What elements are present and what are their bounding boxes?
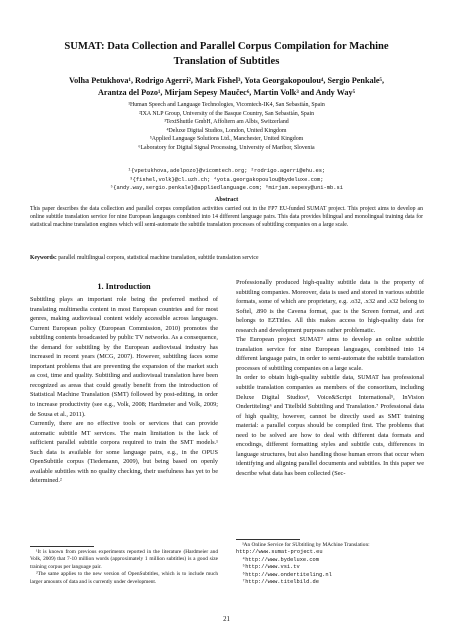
keywords: [30, 255, 423, 263]
abstract-heading: Abstract: [214, 196, 239, 203]
author-list: [22, 75, 431, 98]
affiliation: ⁵Applied Language Solutions Ltd., Manchester, United Kingdom: [149, 136, 304, 143]
footnote-rule: [236, 539, 300, 540]
footnote: ³An Online Service for SUbtitling by MAchine Translation:: [242, 542, 370, 548]
right-column: [236, 278, 424, 478]
footnote-url: http://www.sumat-project.eu: [236, 549, 323, 556]
paper-title: [30, 39, 423, 69]
keywords-label: Keywords:: [30, 255, 57, 261]
affiliation: ⁴Deluxe Digital Studios, London, United Kingdom: [166, 127, 287, 134]
footnote: ¹It is known from previous experiments reported in the literature (Hardmeier and Volk, 2009) that 7-10 million words (approximately 1 million subtitles) is a good size training corpus per language pair.: [30, 549, 218, 570]
email-line: ³{fishel,volk}@cl.uzh.ch; ⁴yota.georgakopoulou@bydeluxe.com;: [129, 176, 324, 183]
author-line: Arantza del Pozo¹, Mirjam Sepesy Maučec⁶, Martin Volk³ and Andy Way⁵: [97, 87, 356, 97]
footnote-rule: [30, 546, 94, 547]
affiliation: ¹Human Speech and Language Technologies, Vicomtech-IK4, San Sebastián, Spain: [128, 102, 325, 108]
title-line: Translation of Subtitles: [173, 56, 280, 67]
body-paragraph: In order to obtain high-quality subtitle data, SUMAT has professional subtitle translation companies as members of the consortium, including Deluxe Digital Studios⁴, Voice&Script International⁵, InVision Ondertiteling⁶ and Titelbild Subtitling and Translation.⁷ Professional data of high quality, however, cannot be directly used as SMT training material: a parallel corpus should be compiled first. The problems that need to be solved are how to deal with different data formats and encodings, different formatting styles and subtitle cuts, differences in language structures, but also handling those human errors that occur when identifying and aligning parallel documents and subtitles. In this paper we describe what data has been collected (Sec-: [236, 374, 424, 477]
right-footnotes: [236, 542, 424, 586]
section-heading: 1. Introduction: [97, 282, 151, 291]
affiliation: ³TextShuttle GmbH, Affoltern am Albis, Switzerland: [164, 119, 289, 126]
author-line: Volha Petukhova¹, Rodrigo Agerri², Mark Fishel³, Yota Georgakopoulou⁴, Sergio Penkale⁵,: [68, 76, 385, 85]
keywords-text: parallel multilingual corpora, statistical machine translation, subtitle translation service: [56, 255, 259, 261]
abstract-text: This paper describes the data collection and parallel corpus compilation activities carried out in the FP7 EU-funded SUMAT project. This project aims to develop an online subtitle translation service for nine European languages combined into 14 different language pairs. This data provides bilingual and monolingual training data for statistical machine translation engines which will semi-automate the subtitle translation processes of subtitling companies on a large scale.: [30, 206, 423, 228]
affiliation-list: [22, 101, 431, 153]
body-paragraph: Professionally produced high-quality subtitle data is the property of subtitling companies. Moreover, data is used and stored in various subtitle formats, some of which are proprietary, e.g. .o32, .x32 and .s32 belong to Softel, .890 is the Cavena format, .pac is the Screen format, and .ezt belongs to EZTitles. All this makes access to high-quality data for research and development purposes rather problematic.: [236, 279, 424, 334]
affiliation: ²IXA NLP Group, University of the Basque Country, San Sebastián, Spain: [138, 110, 315, 117]
body-paragraph: Subtitling plays an important role being the preferred method of translating multimedia content in most European countries and for most genres, making audiovisual content widely accessible across languages. Current European policy (European Commission, 2010) promotes the subtitling contents broadcasted by public TV networks. As a consequence, the demand for subtitling by the European audiovisual industry has increased in recent years (MCG, 2007). However, subtitling faces some important problems that are preventing the expansion of the market such as cost, time and quality. Subtitling and audiovisual translation have been recognized as areas that could greatly benefit from the introduction of Statistical Machine Translation (SMT) followed by post-editing, in order to increase productivity (see e.g., Volk, 2008; Hardmeier and Volk, 2009; de Sousa et al., 2011).: [30, 296, 218, 418]
affiliation: ⁶Laboratory for Digital Signal Processing, University of Maribor, Slovenia: [138, 144, 315, 151]
email-list: [10, 167, 443, 193]
footnote-url: ⁷http://www.titelbild.de: [242, 579, 319, 586]
left-footnotes: [30, 549, 218, 586]
page-number: 21: [223, 616, 230, 623]
body-paragraph: Currently, there are no effective tools or services that can provide automatic subtitle MT services. The main limitation is the lack of sufficient parallel subtitle corpora required to train the SMT models.¹ Such data is available for some language pairs, e.g., in the OPUS OpenSubtitle corpus (Tiedemann, 2009), but being based on openly available subtitles with no quality checking, their usefulness has yet to be determined.²: [30, 420, 218, 485]
footnote-url: ⁴http://www.bydeluxe.com: [242, 556, 319, 563]
left-column: [30, 278, 218, 486]
footnote-url: ⁵http://www.vsi.tv: [242, 564, 300, 571]
email-line: ⁵{andy.way,sergio.penkale}@appliedlanguage.com; ⁶mirjam.sepesy@uni-mb.si: [110, 185, 343, 192]
footnote: ²The same applies to the new version of OpenSubtitles, which is to include much larger amounts of data and is currently under development.: [30, 571, 218, 585]
email-line: ¹{vpetukhova,adelpozo}@vicomtech.org; ²rodrigo.agerri@ehu.es;: [127, 168, 326, 174]
body-paragraph: The European project SUMAT³ aims to develop an online subtitle translation service for nine European languages, combined into 14 different language pairs, in order to semi-automate the subtitle translation processes of subtitling companies on a large scale.: [236, 336, 424, 372]
title-line: SUMAT: Data Collection and Parallel Corpus Compilation for Machine: [64, 41, 389, 52]
footnote-url: ⁶http://www.ondertiteling.nl: [242, 571, 332, 578]
